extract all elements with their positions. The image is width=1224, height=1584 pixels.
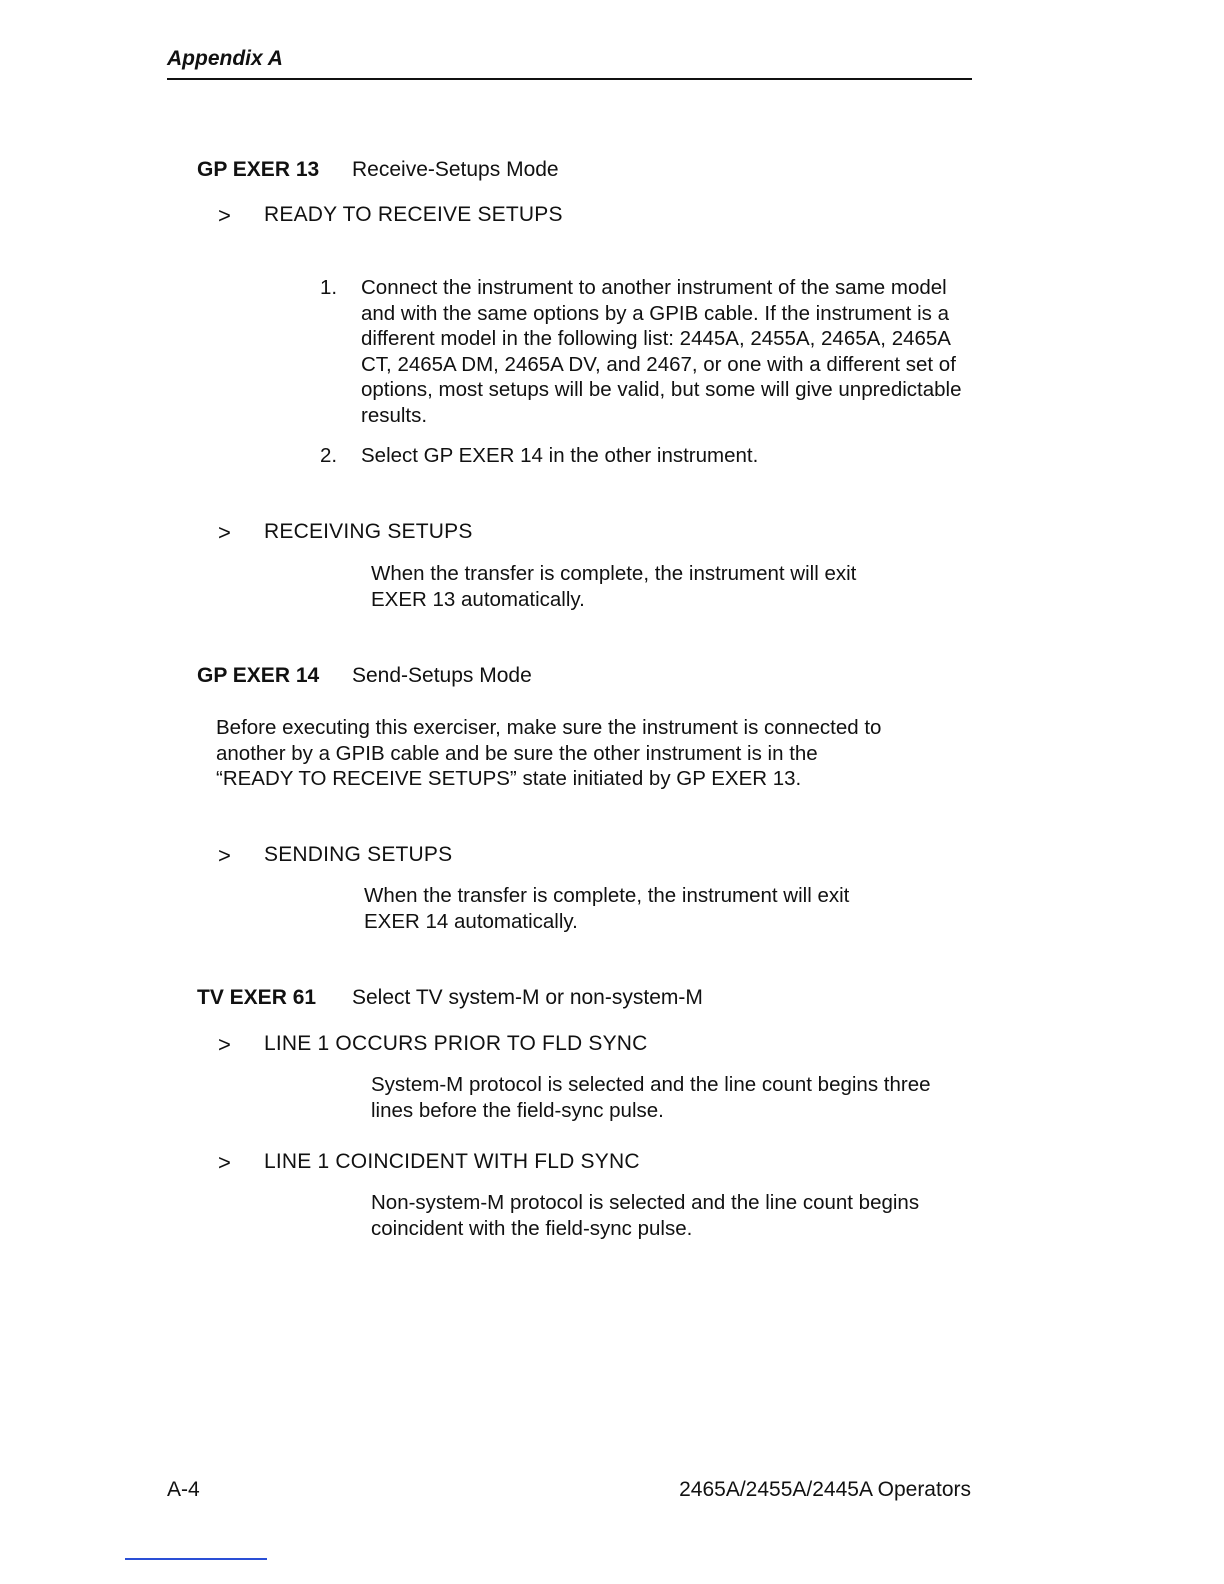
prompt-marker: > xyxy=(218,520,231,545)
step-text: Select GP EXER 14 in the other instrument. xyxy=(361,444,759,467)
exerciser-title: Send-Setups Mode xyxy=(352,664,532,687)
prompt-marker: > xyxy=(218,843,231,868)
prompt-marker: > xyxy=(218,203,231,228)
scan-edge-mark xyxy=(125,1558,267,1560)
exerciser-intro: Before executing this exerciser, make sure the instrument is connected to another by a GPIB cable and be sure the other instrument is in the “READY TO RECEIVE SETUPS” state initiated by GP EXER 13. xyxy=(216,716,882,790)
exerciser-id: GP EXER 13 xyxy=(197,158,320,181)
prompt-marker: > xyxy=(218,1150,231,1175)
manual-title: 2465A/2455A/2445A Operators xyxy=(679,1478,971,1501)
display-prompt: LINE 1 COINCIDENT WITH FLD SYNC xyxy=(264,1150,640,1173)
display-prompt: LINE 1 OCCURS PRIOR TO FLD SYNC xyxy=(264,1032,648,1055)
exerciser-title: Receive-Setups Mode xyxy=(352,158,559,181)
running-header: Appendix A xyxy=(167,47,283,70)
prompt-description: System-M protocol is selected and the line count begins three lines before the field-sync pulse. xyxy=(371,1073,931,1122)
exerciser-id: GP EXER 14 xyxy=(197,664,320,687)
prompt-description: When the transfer is complete, the instrument will exit EXER 13 automatically. xyxy=(371,562,857,611)
step-number: 1. xyxy=(320,276,338,299)
prompt-marker: > xyxy=(218,1032,231,1057)
prompt-description: When the transfer is complete, the instrument will exit EXER 14 automatically. xyxy=(364,884,850,933)
exerciser-id: TV EXER 61 xyxy=(197,986,317,1009)
display-prompt: READY TO RECEIVE SETUPS xyxy=(264,203,563,226)
page-number: A-4 xyxy=(167,1478,200,1501)
step-text: Connect the instrument to another instrument of the same model and with the same options by a GPIB cable. If the instrument is a different model in the following list: 2445A, 2455A, 2465A, 2465A CT, 2465A DM, 2465A DV, and 2467, or one with a different set of options, most setups will be valid, but some will give unpredictable results. xyxy=(361,276,962,427)
display-prompt: RECEIVING SETUPS xyxy=(264,520,473,543)
header-rule xyxy=(167,78,972,80)
exerciser-title: Select TV system-M or non-system-M xyxy=(352,986,703,1009)
display-prompt: SENDING SETUPS xyxy=(264,843,453,866)
step-number: 2. xyxy=(320,444,338,467)
prompt-description: Non-system-M protocol is selected and the line count begins coincident with the field-sync pulse. xyxy=(371,1191,920,1240)
